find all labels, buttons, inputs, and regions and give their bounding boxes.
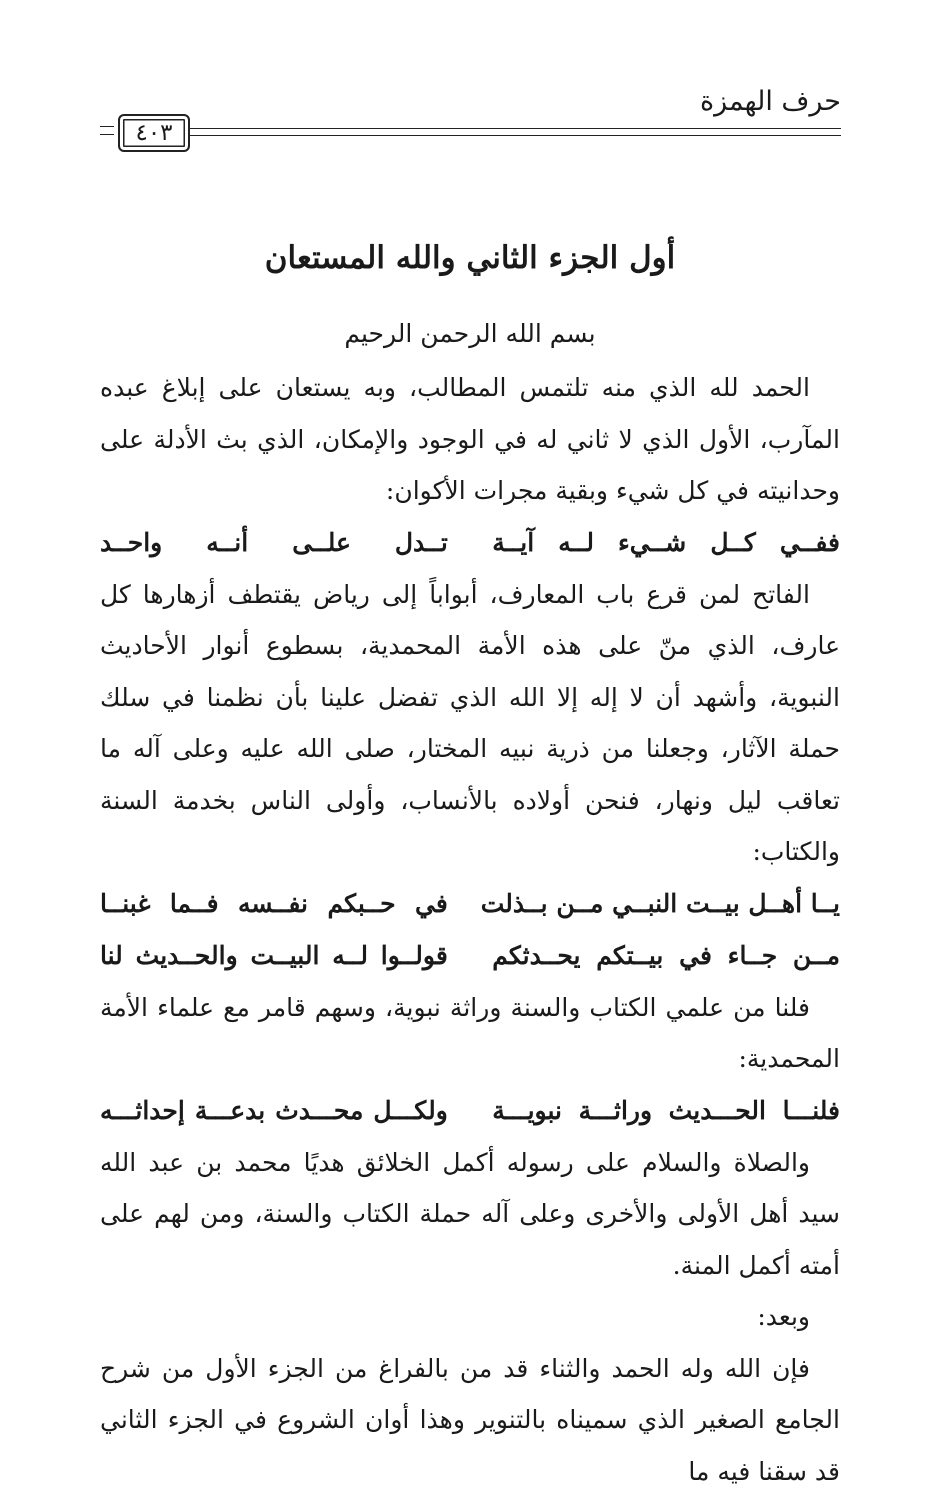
page-number: ٤٠٣ <box>118 114 190 152</box>
page-body <box>100 230 840 1497</box>
verse-second-hemistich: قولــوا لــه البيــت والحــديث لنا <box>100 930 448 982</box>
verse-first-hemistich: فلنـــا الحـــديث وراثـــة نبويـــة <box>492 1085 840 1137</box>
basmala: بسم الله الرحمن الرحيم <box>100 306 840 362</box>
verse-first-hemistich: ففــي كــل شــيء لــه آيــة <box>492 517 840 569</box>
header-rule <box>190 128 841 136</box>
paragraph: فإن الله وله الحمد والثناء قد من بالفراغ من الجزء الأول من شرح الجامع الصغير الذي سميناه بالتنوير وهذا أوان الشروع في الجزء الثاني قد سقنا فيه ما <box>100 1343 840 1497</box>
verse-first-hemistich: يــا أهــل بيــت النبــي مــن بــذلت <box>492 878 840 930</box>
verse-second-hemistich: تــدل علــى أنــه واحــد <box>100 517 448 569</box>
verse-first-hemistich: مــن جــاء في بيــتكم يحــدثكم <box>492 930 840 982</box>
verse-second-hemistich: ولكـــل محـــدث بدعـــة إحداثـــه <box>100 1085 448 1137</box>
running-title: حرف الهمزة <box>700 86 841 117</box>
paragraph: وبعد: <box>100 1291 840 1343</box>
chapter-heading: أول الجزء الثاني والله المستعان <box>100 230 840 286</box>
poetry-verse <box>100 930 840 982</box>
poetry-verse <box>100 1085 840 1137</box>
verse-second-hemistich: في حــبكم نفــسه فــما غبنــا <box>100 878 448 930</box>
poetry-verse <box>100 517 840 569</box>
paragraph: والصلاة والسلام على رسوله أكمل الخلائق هديًا محمد بن عبد الله سيد أهل الأولى والأخرى وعلى آله حملة الكتاب والسنة، ومن لهم على أمته أكمل المنة. <box>100 1137 840 1292</box>
header-rule-end <box>100 126 114 135</box>
paragraph: الفاتح لمن قرع باب المعارف، أبواباً إلى رياض يقتطف أزهارها كل عارف، الذي منّ على هذه الأمة المحمدية، بسطوع أنوار الأحاديث النبوية، وأشهد أن لا إله إلا الله الذي تفضل علينا بأن نظمنا في سلك حملة الآثار، وجعلنا من ذرية نبيه المختار، صلى الله عليه وعلى آله ما تعاقب ليل ونهار، فنحن أولاده بالأنساب، وأولى الناس بخدمة السنة والكتاب: <box>100 569 840 878</box>
paragraph: الحمد لله الذي منه تلتمس المطالب، وبه يستعان على إبلاغ عبده المآرب، الأول الذي لا ثاني له في الوجود والإمكان، الذي بث الأدلة على وحدانيته في كل شيء وبقية مجرات الأكوان: <box>100 362 840 517</box>
paragraph: فلنا من علمي الكتاب والسنة وراثة نبوية، وسهم قامر مع علماء الأمة المحمدية: <box>100 982 840 1085</box>
poetry-verse <box>100 878 840 930</box>
